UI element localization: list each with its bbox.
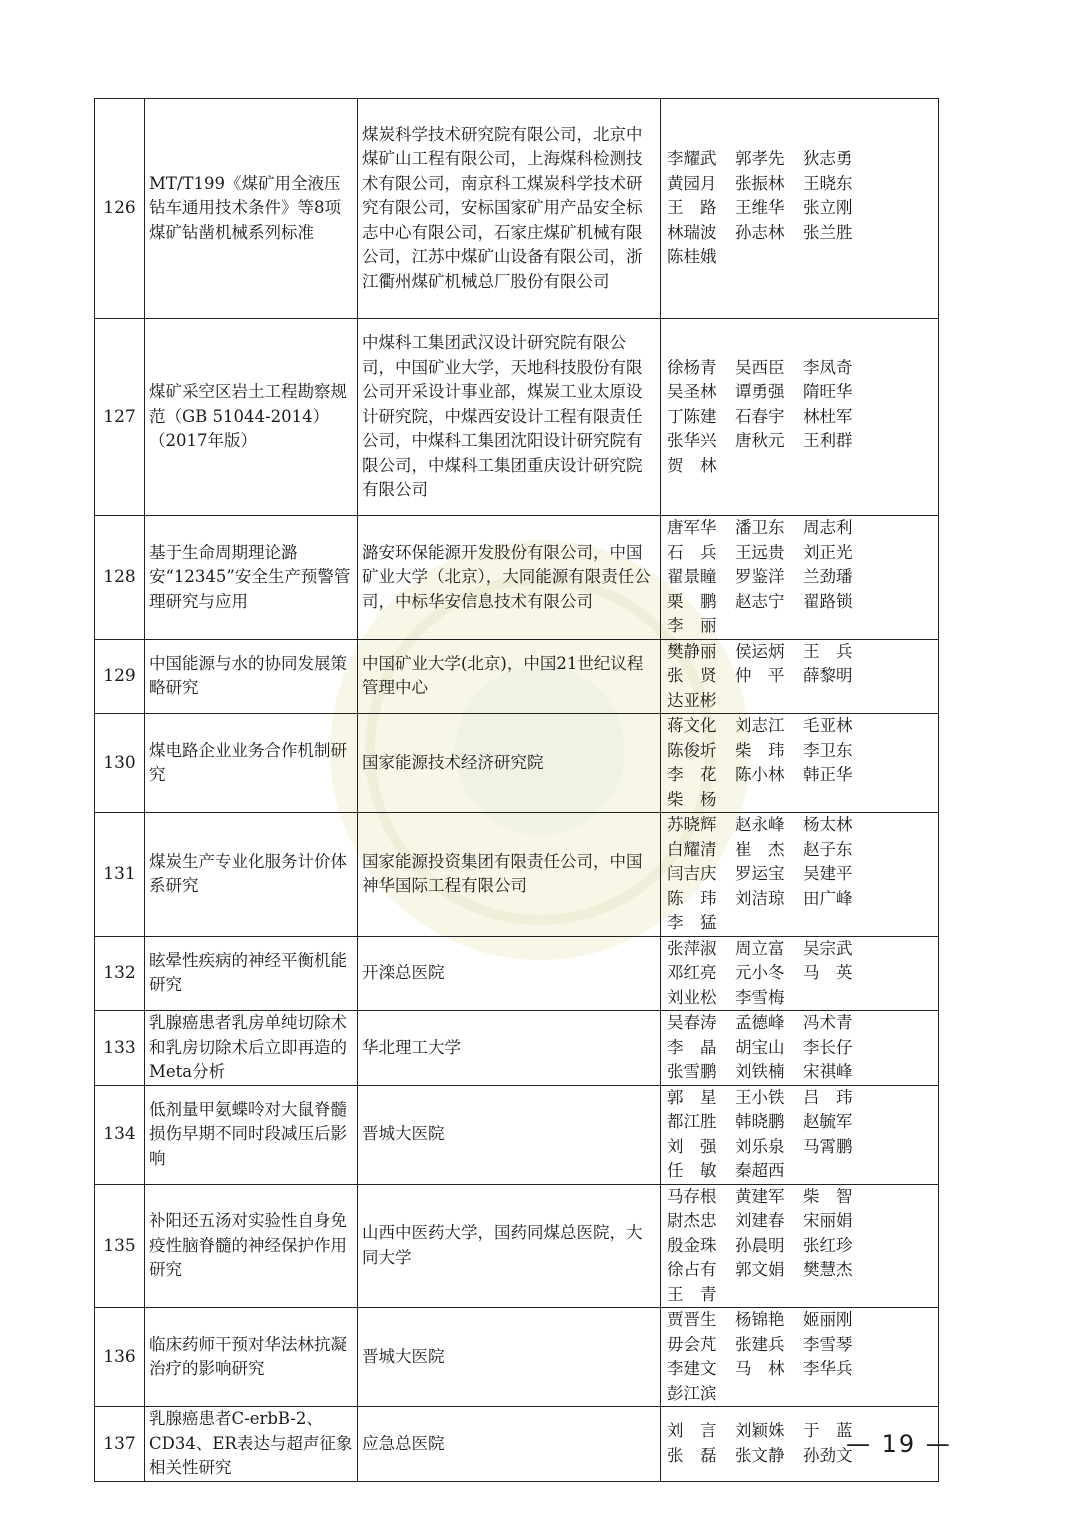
person-name: 吴建平: [803, 864, 853, 883]
person-name: 元小冬: [735, 963, 785, 982]
person-name: 张建兵: [735, 1334, 785, 1354]
person-name: 陈俊圻: [667, 740, 717, 760]
person-name: 刘建春: [735, 1211, 785, 1230]
person-name: 王 青: [667, 1284, 717, 1304]
table-row: [95, 714, 939, 813]
person-name: 石 兵: [667, 542, 717, 562]
project-title: 眩晕性疾病的神经平衡机能研究: [145, 936, 358, 1011]
person-name: 孙劲文: [803, 1445, 853, 1465]
completing-people: [661, 99, 939, 319]
person-name: 李卫东: [803, 740, 853, 760]
person-name: 李长仔: [803, 1037, 853, 1057]
person-name: 薛黎明: [803, 666, 853, 685]
row-number: 129: [95, 639, 145, 714]
completing-units: 国家能源投资集团有限责任公司，中国神华国际工程有限公司: [358, 813, 661, 937]
row-number: 130: [95, 714, 145, 813]
row-number: 136: [95, 1308, 145, 1407]
person-name: 隋旺华: [803, 382, 853, 402]
table-row: [95, 1308, 939, 1407]
person-name: 李凤奇: [803, 357, 853, 377]
person-name: 崔 杰: [735, 839, 785, 859]
awards-table-body: [95, 99, 939, 1482]
person-name: 姬丽刚: [803, 1310, 853, 1329]
person-name: 张振林: [735, 173, 785, 193]
person-name: 吴圣林: [667, 382, 717, 402]
row-number: 128: [95, 516, 145, 640]
person-name: 张 磊: [667, 1445, 717, 1465]
completing-people: [661, 813, 939, 937]
project-title: 临床药师干预对华法林抗凝治疗的影响研究: [145, 1308, 358, 1407]
completing-people: [661, 936, 939, 1011]
person-name: 孟德峰: [735, 1013, 785, 1032]
person-name: 于 蓝: [803, 1421, 853, 1441]
row-number: 137: [95, 1407, 145, 1482]
person-name: 徐占有: [667, 1260, 717, 1279]
completing-units: 国家能源技术经济研究院: [358, 714, 661, 813]
person-name: 马霄鹏: [803, 1136, 853, 1156]
row-number: 132: [95, 936, 145, 1011]
person-name: 张雪鹏: [667, 1062, 717, 1081]
completing-units: 晋城大医院: [358, 1308, 661, 1407]
person-name: 栗 鹏: [667, 591, 717, 611]
person-name: 王维华: [735, 198, 785, 218]
completing-units: 应急总医院: [358, 1407, 661, 1482]
person-name: 邓红亮: [667, 963, 717, 982]
person-name: 李耀武: [667, 149, 717, 169]
person-name: 徐杨青: [667, 357, 717, 377]
person-name: 吴春涛: [667, 1013, 717, 1032]
project-title: 低剂量甲氨蝶呤对大鼠脊髓损伤早期不同时段减压后影响: [145, 1085, 358, 1184]
person-name: 郭文娟: [735, 1260, 785, 1279]
row-number: 135: [95, 1184, 145, 1308]
person-name: 田广峰: [803, 888, 853, 908]
row-number: 127: [95, 319, 145, 516]
person-name: 陈桂娥: [667, 247, 717, 267]
project-title: 煤炭生产专业化服务计价体系研究: [145, 813, 358, 937]
completing-people: [661, 1308, 939, 1407]
person-name: 兰劲璠: [803, 567, 853, 586]
person-name: 刘 言: [667, 1421, 717, 1441]
project-title: MT/T199《煤矿用全液压钻车通用技术条件》等8项煤矿钻凿机械系列标准: [145, 99, 358, 319]
person-name: 刘乐泉: [735, 1136, 785, 1156]
person-name: 马存根: [667, 1186, 717, 1206]
person-name: 张华兴: [667, 431, 717, 451]
person-name: 林杜军: [803, 406, 853, 426]
completing-people: [661, 1085, 939, 1184]
person-name: 陈 玮: [667, 888, 717, 908]
person-name: 蒋文化: [667, 716, 717, 735]
person-name: 韩晓鹏: [735, 1112, 785, 1131]
table-row: [95, 813, 939, 937]
person-name: 翟景瞳: [667, 567, 717, 586]
person-name: 殷金珠: [667, 1235, 717, 1255]
completing-units: 华北理工大学: [358, 1011, 661, 1086]
person-name: 李 猛: [667, 913, 717, 932]
person-name: 吴宗武: [803, 938, 853, 958]
person-name: 谭勇强: [735, 382, 785, 402]
person-name: 林瑞波: [667, 222, 717, 242]
person-name: 任 敏: [667, 1161, 717, 1180]
person-name: 张文静: [735, 1445, 785, 1465]
page-number: — 19 —: [846, 1430, 952, 1458]
completing-units: 潞安环保能源开发股份有限公司，中国矿业大学（北京），大同能源有限责任公司，中标华安信息技术有限公司: [358, 516, 661, 640]
person-name: 刘正光: [803, 542, 853, 562]
person-name: 罗运宝: [735, 864, 785, 883]
person-name: 孙晨明: [735, 1235, 785, 1255]
table-row: [95, 1184, 939, 1308]
project-title: 基于生命周期理论潞安“12345”安全生产预警管理研究与应用: [145, 516, 358, 640]
completing-units: 中煤科工集团武汉设计研究院有限公司，中国矿业大学，天地科技股份有限公司开采设计事业部，煤炭工业太原设计研究院，中煤西安设计工程有限责任公司，中煤科工集团沈阳设计研究院有限公司，中煤科工集团重庆设计研究院有限公司: [358, 319, 661, 516]
person-name: 刘业松: [667, 987, 717, 1007]
person-name: 孙志林: [735, 222, 785, 242]
person-name: 马 林: [735, 1359, 785, 1378]
completing-people: [661, 1184, 939, 1308]
person-name: 张萍淑: [667, 938, 717, 958]
completing-people: [661, 319, 939, 516]
person-name: 陈小林: [735, 765, 785, 784]
person-name: 王 路: [667, 198, 717, 218]
person-name: 樊静丽: [667, 641, 717, 661]
person-name: 杨太林: [803, 815, 853, 834]
person-name: 马 英: [803, 963, 853, 982]
person-name: 毋会芃: [667, 1334, 717, 1354]
person-name: 翟路锁: [803, 591, 853, 611]
person-name: 张兰胜: [803, 222, 853, 242]
person-name: 李建文: [667, 1359, 717, 1378]
person-name: 黄建军: [735, 1186, 785, 1206]
person-name: 李 晶: [667, 1037, 717, 1057]
person-name: 李雪琴: [803, 1334, 853, 1354]
project-title: 乳腺癌患者C-erbB-2、CD34、ER表达与超声征象相关性研究: [145, 1407, 358, 1482]
person-name: 李华兵: [803, 1359, 853, 1378]
person-name: 赵子东: [803, 839, 853, 859]
person-name: 胡宝山: [735, 1037, 785, 1057]
project-title: 煤电路企业业务合作机制研究: [145, 714, 358, 813]
awards-table: [94, 98, 939, 1482]
person-name: 王小铁: [735, 1087, 785, 1107]
person-name: 赵毓军: [803, 1112, 853, 1131]
completing-units: 山西中医药大学，国药同煤总医院，大同大学: [358, 1184, 661, 1308]
person-name: 吴西臣: [735, 357, 785, 377]
person-name: 柴 智: [803, 1186, 853, 1206]
person-name: 赵永峰: [735, 815, 785, 834]
person-name: 彭江滨: [667, 1383, 717, 1403]
person-name: 达亚彬: [667, 690, 717, 710]
project-title: 中国能源与水的协同发展策略研究: [145, 639, 358, 714]
row-number: 133: [95, 1011, 145, 1086]
table-row: [95, 1011, 939, 1086]
person-name: 尉杰忠: [667, 1211, 717, 1230]
table-row: [95, 936, 939, 1011]
person-name: 王远贵: [735, 542, 785, 562]
person-name: 樊慧杰: [803, 1260, 853, 1279]
person-name: 吕 玮: [803, 1087, 853, 1107]
person-name: 刘志江: [735, 716, 785, 735]
person-name: 黄园月: [667, 173, 717, 193]
table-row: [95, 639, 939, 714]
person-name: 丁陈建: [667, 406, 717, 426]
completing-people: [661, 714, 939, 813]
person-name: 侯运炳: [735, 641, 785, 661]
person-name: 李 丽: [667, 616, 717, 635]
row-number: 126: [95, 99, 145, 319]
table-row: [95, 516, 939, 640]
person-name: 王利群: [803, 431, 853, 451]
project-title: 补阳还五汤对实验性自身免疫性脑脊髓的神经保护作用研究: [145, 1184, 358, 1308]
table-row: [95, 99, 939, 319]
person-name: 韩正华: [803, 765, 853, 784]
completing-units: 晋城大医院: [358, 1085, 661, 1184]
person-name: 狄志勇: [803, 149, 853, 169]
person-name: 柴 玮: [735, 740, 785, 760]
table-row: [95, 1407, 939, 1482]
completing-units: 煤炭科学技术研究院有限公司，北京中煤矿山工程有限公司，上海煤科检测技术有限公司，南京科工煤炭科学技术研究有限公司，安标国家矿用产品安全标志中心有限公司，石家庄煤矿机械有限公司，江苏中煤矿山设备有限公司，浙江衢州煤矿机械总厂股份有限公司: [358, 99, 661, 319]
person-name: 张红珍: [803, 1235, 853, 1255]
person-name: 都江胜: [667, 1112, 717, 1131]
person-name: 刘颖姝: [735, 1421, 785, 1441]
completing-people: [661, 516, 939, 640]
person-name: 刘洁琼: [735, 888, 785, 908]
person-name: 周志利: [803, 518, 853, 537]
person-name: 刘铁楠: [735, 1062, 785, 1081]
person-name: 罗鉴洋: [735, 567, 785, 586]
person-name: 潘卫东: [735, 518, 785, 537]
row-number: 131: [95, 813, 145, 937]
person-name: 闫吉庆: [667, 864, 717, 883]
completing-units: 开滦总医院: [358, 936, 661, 1011]
person-name: 李 花: [667, 765, 717, 784]
person-name: 苏晓辉: [667, 815, 717, 834]
table-row: [95, 319, 939, 516]
person-name: 郭孝先: [735, 149, 785, 169]
person-name: 王 兵: [803, 641, 853, 661]
person-name: 白耀清: [667, 839, 717, 859]
person-name: 柴 杨: [667, 789, 717, 809]
person-name: 仲 平: [735, 666, 785, 685]
person-name: 唐军华: [667, 518, 717, 537]
person-name: 贺 林: [667, 455, 717, 475]
person-name: 贾晋生: [667, 1310, 717, 1329]
project-title: 乳腺癌患者乳房单纯切除术和乳房切除术后立即再造的Meta分析: [145, 1011, 358, 1086]
project-title: 煤矿采空区岩土工程勘察规范（GB 51044-2014）（2017年版）: [145, 319, 358, 516]
person-name: 秦超西: [735, 1161, 785, 1180]
person-name: 宋祺峰: [803, 1062, 853, 1081]
completing-people: [661, 639, 939, 714]
completing-people: [661, 1011, 939, 1086]
person-name: 刘 强: [667, 1136, 717, 1156]
person-name: 李雪梅: [735, 987, 785, 1007]
person-name: 王晓东: [803, 173, 853, 193]
table-row: [95, 1085, 939, 1184]
row-number: 134: [95, 1085, 145, 1184]
person-name: 张立刚: [803, 198, 853, 218]
person-name: 唐秋元: [735, 431, 785, 451]
person-name: 周立富: [735, 938, 785, 958]
person-name: 张 贤: [667, 666, 717, 685]
completing-units: 中国矿业大学(北京)，中国21世纪议程管理中心: [358, 639, 661, 714]
person-name: 郭 星: [667, 1087, 717, 1107]
person-name: 宋丽娟: [803, 1211, 853, 1230]
person-name: 毛亚林: [803, 716, 853, 735]
person-name: 杨锦艳: [735, 1310, 785, 1329]
person-name: 赵志宁: [735, 591, 785, 611]
person-name: 冯术青: [803, 1013, 853, 1032]
person-name: 石春宇: [735, 406, 785, 426]
